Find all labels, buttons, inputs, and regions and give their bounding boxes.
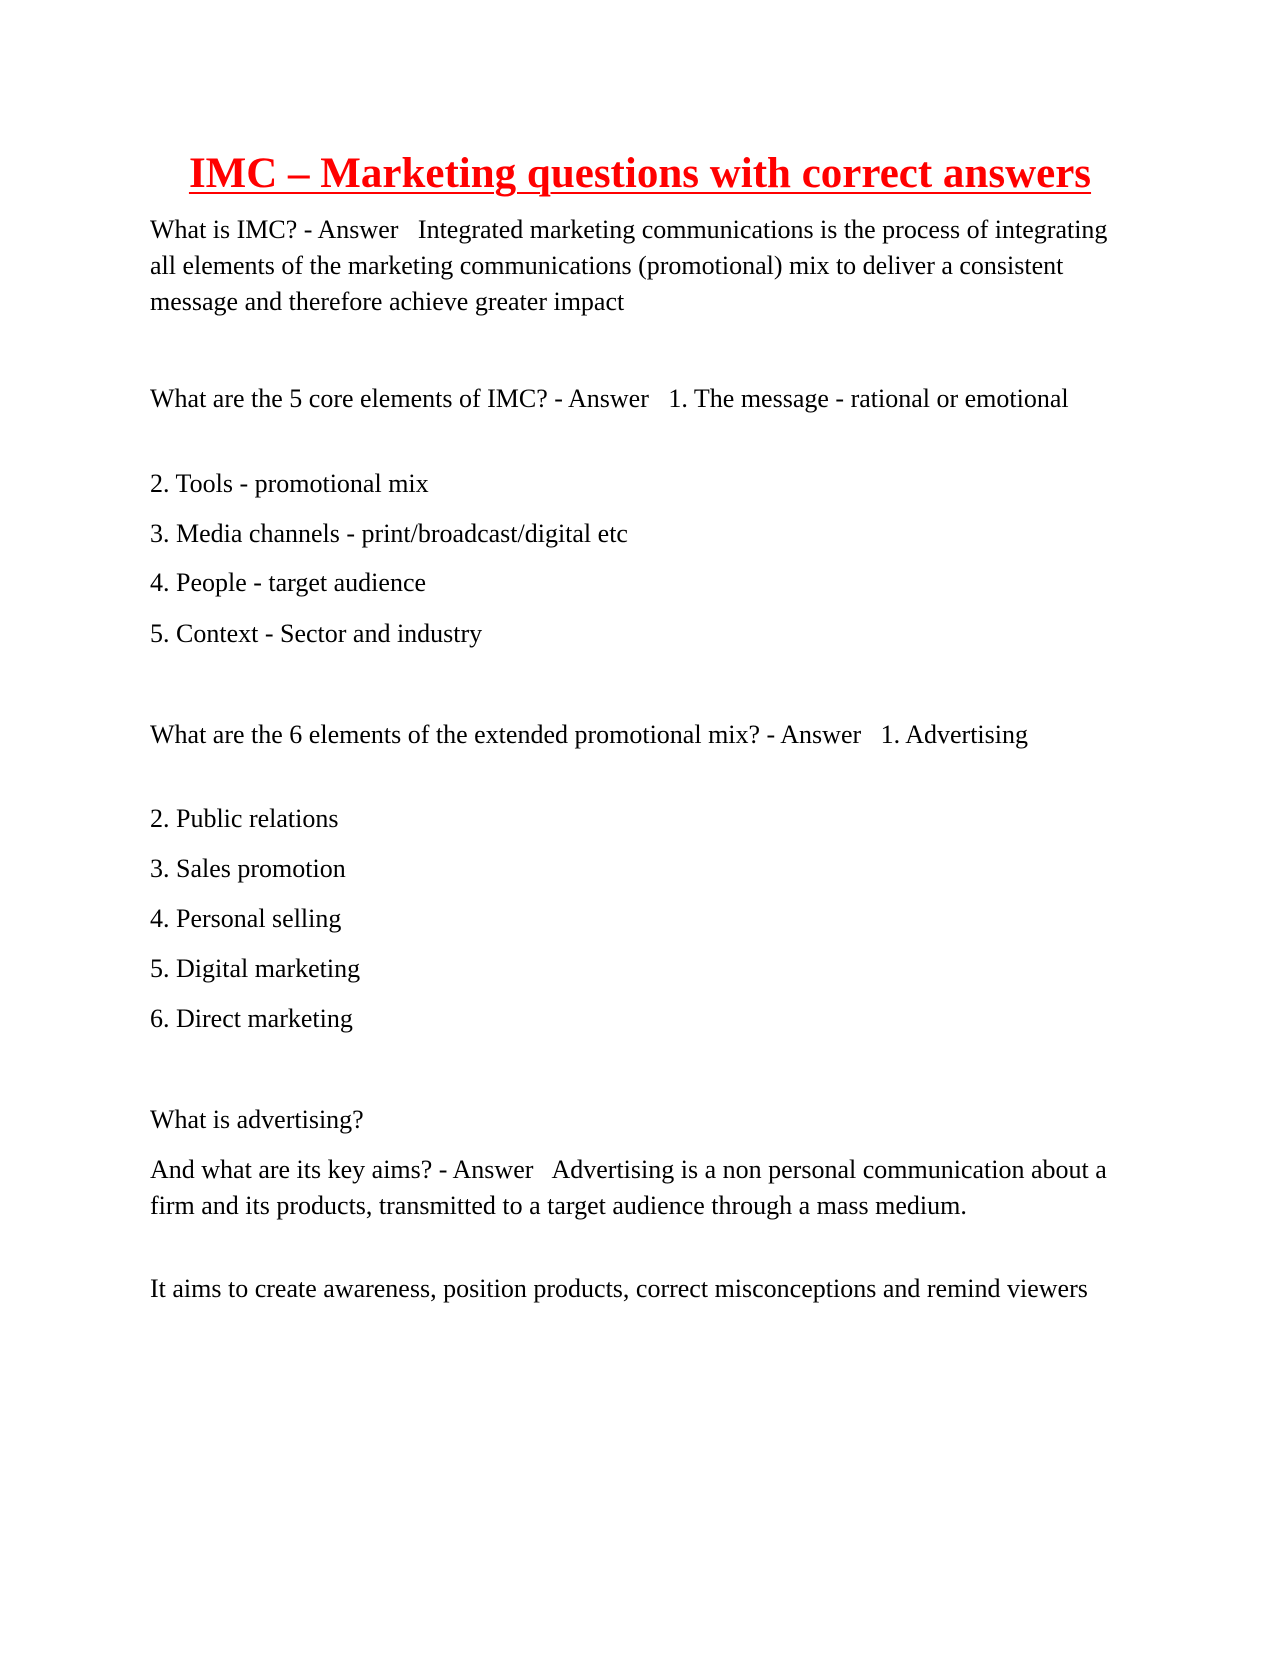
list-item: 5. Context - Sector and industry [150,619,483,648]
list-item: 3. Sales promotion [150,854,346,883]
list-item: 6. Direct marketing [150,1004,353,1033]
answer-text: 1. Advertising [880,720,1028,749]
answer-extra-paragraph: It aims to create awareness, position products, correct misconceptions and remind viewers [150,1274,1088,1303]
question-text: What are the 5 core elements of IMC? - Answer [150,384,649,413]
list-item: 3. Media channels - print/broadcast/digital etc [150,519,628,548]
question-text: What are the 6 elements of the extended promotional mix? - Answer [150,720,862,749]
page-title: IMC – Marketing questions with correct answers [188,150,1092,197]
question-text: And what are its key aims? - Answer [150,1155,534,1184]
qa-paragraph-4 [150,1152,1110,1224]
qa-paragraph-3 [150,717,1110,753]
list-item: 2. Public relations [150,804,339,833]
answer-text: 1. The message - rational or emotional [668,384,1069,413]
qa-paragraph-2 [150,381,1110,417]
list-item: 5. Digital marketing [150,954,361,983]
list-item: 2. Tools - promotional mix [150,469,429,498]
answer-text: Integrated marketing communications is the process of integrating all elements of the marketing communications (promotional) mix to deliver a consistent message and therefore achieve greater impact [150,215,1108,316]
list-item: 4. People - target audience [150,568,427,597]
question-text: What is IMC? - Answer [150,215,399,244]
list-item: 4. Personal selling [150,904,342,933]
qa-paragraph-1 [150,212,1110,320]
question-line: What is advertising? [150,1105,364,1134]
answer-text: Advertising is a non personal communication about a firm and its products, transmitted to a target audience through a mass medium. [150,1155,1107,1220]
